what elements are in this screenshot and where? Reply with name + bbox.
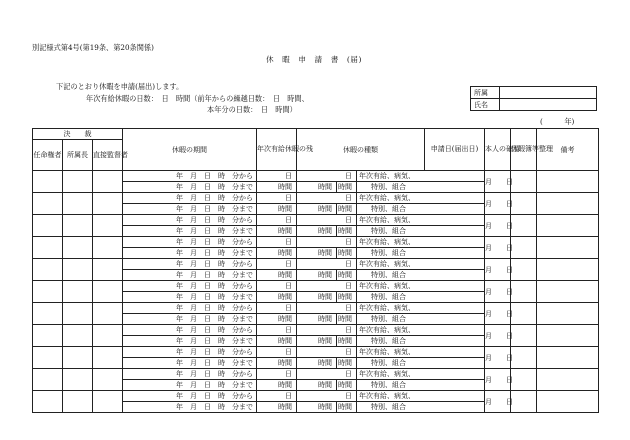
period-to[interactable]: 年 月 日 時 分まで bbox=[123, 204, 257, 215]
affiliation-box bbox=[470, 86, 597, 111]
used-days[interactable]: 日 bbox=[297, 281, 357, 292]
used-hours[interactable]: 時間 bbox=[337, 314, 357, 325]
dept-head-stamp-cell[interactable] bbox=[63, 369, 93, 391]
dept-head-stamp-cell[interactable] bbox=[63, 347, 93, 369]
supervisor-stamp-cell[interactable] bbox=[93, 347, 123, 369]
used-days[interactable]: 日 bbox=[297, 325, 357, 336]
supervisor-stamp-cell[interactable] bbox=[93, 303, 123, 325]
this-year-days-line: 本年分の日数： 日 時間） bbox=[207, 105, 297, 114]
remaining-hours-b[interactable]: 時間 bbox=[297, 358, 337, 369]
leave-kind-line1[interactable]: 年次有給、病気、 bbox=[357, 347, 485, 358]
leave-kind-line1[interactable]: 年次有給、病気、 bbox=[357, 281, 485, 292]
application-date[interactable]: 月 日 bbox=[485, 215, 511, 237]
appointer-stamp-cell[interactable] bbox=[33, 171, 63, 193]
application-date[interactable]: 月 日 bbox=[485, 193, 511, 215]
remaining-days[interactable]: 日 bbox=[257, 281, 297, 292]
appointer-stamp-cell[interactable] bbox=[33, 391, 63, 413]
period-from[interactable]: 年 月 日 時 分から bbox=[123, 259, 257, 270]
name-field[interactable] bbox=[500, 99, 597, 111]
leave-kind-line1[interactable]: 年次有給、病気、 bbox=[357, 259, 485, 270]
register-cell[interactable] bbox=[537, 369, 599, 391]
remaining-hours-a[interactable]: 時間 bbox=[257, 380, 297, 391]
confirm-cell[interactable] bbox=[511, 347, 537, 369]
leave-kind-line1[interactable]: 年次有給、病気、 bbox=[357, 215, 485, 226]
table-row bbox=[33, 259, 599, 270]
register-cell[interactable] bbox=[537, 281, 599, 303]
used-days[interactable]: 日 bbox=[297, 171, 357, 182]
remaining-hours-b[interactable]: 時間 bbox=[297, 380, 337, 391]
remaining-hours-a[interactable]: 時間 bbox=[257, 226, 297, 237]
remarks-header: 備考 bbox=[537, 129, 599, 171]
leave-kind-line2[interactable]: 特別、組合 bbox=[357, 314, 485, 325]
table-row bbox=[33, 391, 599, 402]
table-row bbox=[33, 237, 599, 248]
period-to[interactable]: 年 月 日 時 分まで bbox=[123, 402, 257, 413]
confirm-cell[interactable] bbox=[511, 237, 537, 259]
leave-kind-line2[interactable]: 特別、組合 bbox=[357, 270, 485, 281]
period-header: 休暇の期間 bbox=[123, 129, 257, 171]
register-cell[interactable] bbox=[537, 237, 599, 259]
period-from[interactable]: 年 月 日 時 分から bbox=[123, 171, 257, 182]
leave-kind-line2[interactable]: 特別、組合 bbox=[357, 292, 485, 303]
table-row bbox=[33, 325, 599, 336]
remaining-days[interactable]: 日 bbox=[257, 237, 297, 248]
supervisor-stamp-cell[interactable] bbox=[93, 325, 123, 347]
period-from[interactable]: 年 月 日 時 分から bbox=[123, 325, 257, 336]
supervisor-stamp-cell[interactable] bbox=[93, 171, 123, 193]
leave-kind-line1[interactable]: 年次有給、病気、 bbox=[357, 171, 485, 182]
used-hours[interactable]: 時間 bbox=[337, 358, 357, 369]
supervisor-stamp-cell[interactable] bbox=[93, 193, 123, 215]
table-row bbox=[33, 193, 599, 204]
confirm-cell[interactable] bbox=[511, 325, 537, 347]
leave-kind-line2[interactable]: 特別、組合 bbox=[357, 380, 485, 391]
period-to[interactable]: 年 月 日 時 分まで bbox=[123, 358, 257, 369]
dept-head-stamp-cell[interactable] bbox=[63, 325, 93, 347]
appointer-stamp-cell[interactable] bbox=[33, 347, 63, 369]
used-hours[interactable]: 時間 bbox=[337, 402, 357, 413]
leave-kind-line2[interactable]: 特別、組合 bbox=[357, 336, 485, 347]
appointer-stamp-cell[interactable] bbox=[33, 325, 63, 347]
remaining-hours-a[interactable]: 時間 bbox=[257, 204, 297, 215]
confirm-cell[interactable] bbox=[511, 259, 537, 281]
appointer-stamp-cell[interactable] bbox=[33, 193, 63, 215]
remaining-hours-b[interactable]: 時間 bbox=[297, 226, 337, 237]
period-from[interactable]: 年 月 日 時 分から bbox=[123, 347, 257, 358]
application-date[interactable]: 月 日 bbox=[485, 281, 511, 303]
leave-kind-line2[interactable]: 特別、組合 bbox=[357, 248, 485, 259]
approval-header: 決 裁 bbox=[33, 129, 123, 140]
leave-kind-line2[interactable]: 特別、組合 bbox=[357, 226, 485, 237]
period-to[interactable]: 年 月 日 時 分まで bbox=[123, 336, 257, 347]
period-to[interactable]: 年 月 日 時 分まで bbox=[123, 270, 257, 281]
used-days[interactable]: 日 bbox=[297, 193, 357, 204]
period-to[interactable]: 年 月 日 時 分まで bbox=[123, 292, 257, 303]
period-to[interactable]: 年 月 日 時 分まで bbox=[123, 226, 257, 237]
remaining-days[interactable]: 日 bbox=[257, 369, 297, 380]
department-field[interactable] bbox=[500, 87, 597, 99]
supervisor-stamp-cell[interactable] bbox=[93, 391, 123, 413]
used-hours[interactable]: 時間 bbox=[337, 336, 357, 347]
leave-kind-line1[interactable]: 年次有給、病気、 bbox=[357, 391, 485, 402]
used-hours[interactable]: 時間 bbox=[337, 380, 357, 391]
used-hours[interactable]: 時間 bbox=[337, 204, 357, 215]
supervisor-stamp-cell[interactable] bbox=[93, 259, 123, 281]
period-to[interactable]: 年 月 日 時 分まで bbox=[123, 314, 257, 325]
register-header: 休暇簿等整理 bbox=[511, 129, 537, 171]
remaining-hours-a[interactable]: 時間 bbox=[257, 336, 297, 347]
application-date[interactable]: 月 日 bbox=[485, 347, 511, 369]
application-date[interactable]: 月 日 bbox=[485, 237, 511, 259]
table-row bbox=[33, 215, 599, 226]
remaining-header: 年次有給休暇の残 bbox=[257, 129, 297, 171]
period-to[interactable]: 年 月 日 時 分まで bbox=[123, 248, 257, 259]
kind-header: 休暇の種類 bbox=[297, 129, 425, 171]
period-to[interactable]: 年 月 日 時 分まで bbox=[123, 380, 257, 391]
register-cell[interactable] bbox=[537, 215, 599, 237]
application-date[interactable]: 月 日 bbox=[485, 303, 511, 325]
remaining-days[interactable]: 日 bbox=[257, 325, 297, 336]
confirm-cell[interactable] bbox=[511, 215, 537, 237]
leave-kind-line1[interactable]: 年次有給、病気、 bbox=[357, 237, 485, 248]
supervisor-stamp-cell[interactable] bbox=[93, 369, 123, 391]
used-hours[interactable]: 時間 bbox=[337, 226, 357, 237]
table-row bbox=[33, 171, 599, 182]
year-label: ( 年) bbox=[540, 117, 575, 126]
supervisor-stamp-cell[interactable] bbox=[93, 281, 123, 303]
confirm-cell[interactable] bbox=[511, 193, 537, 215]
table-row bbox=[33, 347, 599, 358]
used-days[interactable]: 日 bbox=[297, 237, 357, 248]
department-label: 所属 bbox=[471, 87, 500, 99]
used-hours[interactable]: 時間 bbox=[337, 292, 357, 303]
used-days[interactable]: 日 bbox=[297, 215, 357, 226]
used-days[interactable]: 日 bbox=[297, 259, 357, 270]
table-row bbox=[33, 369, 599, 380]
remaining-hours-a[interactable]: 時間 bbox=[257, 314, 297, 325]
period-from[interactable]: 年 月 日 時 分から bbox=[123, 369, 257, 380]
remaining-hours-a[interactable]: 時間 bbox=[257, 248, 297, 259]
remaining-hours-b[interactable]: 時間 bbox=[297, 336, 337, 347]
leave-kind-line1[interactable]: 年次有給、病気、 bbox=[357, 303, 485, 314]
register-cell[interactable] bbox=[537, 325, 599, 347]
remaining-days[interactable]: 日 bbox=[257, 171, 297, 182]
dept-head-stamp-cell[interactable] bbox=[63, 259, 93, 281]
remaining-days[interactable]: 日 bbox=[257, 391, 297, 402]
register-cell[interactable] bbox=[537, 171, 599, 193]
application-date[interactable]: 月 日 bbox=[485, 369, 511, 391]
period-from[interactable]: 年 月 日 時 分から bbox=[123, 215, 257, 226]
used-hours[interactable]: 時間 bbox=[337, 182, 357, 193]
dept-head-stamp-cell[interactable] bbox=[63, 215, 93, 237]
used-hours[interactable]: 時間 bbox=[337, 270, 357, 281]
appointer-stamp-cell[interactable] bbox=[33, 303, 63, 325]
remaining-hours-a[interactable]: 時間 bbox=[257, 182, 297, 193]
confirm-cell[interactable] bbox=[511, 391, 537, 413]
used-days[interactable]: 日 bbox=[297, 391, 357, 402]
application-date[interactable]: 月 日 bbox=[485, 391, 511, 413]
dept-head-stamp-cell[interactable] bbox=[63, 281, 93, 303]
dept-head-stamp-cell[interactable] bbox=[63, 193, 93, 215]
form-number: 別記様式第4号(第19条、第20条関係) bbox=[32, 43, 154, 52]
remaining-days[interactable]: 日 bbox=[257, 259, 297, 270]
table-row bbox=[33, 281, 599, 292]
name-label: 氏名 bbox=[471, 99, 500, 111]
confirm-cell[interactable] bbox=[511, 281, 537, 303]
supervisor-header: 直接監督者 bbox=[93, 140, 123, 171]
confirm-cell[interactable] bbox=[511, 369, 537, 391]
remaining-days[interactable]: 日 bbox=[257, 303, 297, 314]
appointer-stamp-cell[interactable] bbox=[33, 281, 63, 303]
application-date[interactable]: 月 日 bbox=[485, 259, 511, 281]
remaining-hours-b[interactable]: 時間 bbox=[297, 292, 337, 303]
dept-head-stamp-cell[interactable] bbox=[63, 171, 93, 193]
appointer-stamp-cell[interactable] bbox=[33, 215, 63, 237]
application-date-header: 申請日(届出日) bbox=[425, 129, 485, 171]
leave-kind-line1[interactable]: 年次有給、病気、 bbox=[357, 369, 485, 380]
remaining-hours-b[interactable]: 時間 bbox=[297, 402, 337, 413]
dept-head-header: 所属長 bbox=[63, 140, 93, 171]
table-row bbox=[33, 303, 599, 314]
annual-leave-days-line: 年次有給休暇の日数： 日 時間（前年からの繰越日数： 日 時間、 bbox=[86, 94, 309, 103]
appointer-header: 任命権者 bbox=[33, 140, 63, 171]
confirm-header: 本人の確認 bbox=[485, 129, 511, 171]
period-from[interactable]: 年 月 日 時 分から bbox=[123, 391, 257, 402]
period-from[interactable]: 年 月 日 時 分から bbox=[123, 237, 257, 248]
register-cell[interactable] bbox=[537, 193, 599, 215]
intro-text: 下記のとおり休暇を申請(届出)します。 bbox=[56, 82, 184, 91]
remaining-hours-a[interactable]: 時間 bbox=[257, 358, 297, 369]
used-days[interactable]: 日 bbox=[297, 347, 357, 358]
used-days[interactable]: 日 bbox=[297, 303, 357, 314]
leave-kind-line2[interactable]: 特別、組合 bbox=[357, 402, 485, 413]
leave-kind-line2[interactable]: 特別、組合 bbox=[357, 358, 485, 369]
period-from[interactable]: 年 月 日 時 分から bbox=[123, 303, 257, 314]
remaining-hours-a[interactable]: 時間 bbox=[257, 292, 297, 303]
appointer-stamp-cell[interactable] bbox=[33, 237, 63, 259]
remaining-days[interactable]: 日 bbox=[257, 347, 297, 358]
leave-kind-line1[interactable]: 年次有給、病気、 bbox=[357, 325, 485, 336]
leave-kind-line2[interactable]: 特別、組合 bbox=[357, 182, 485, 193]
dept-head-stamp-cell[interactable] bbox=[63, 303, 93, 325]
remaining-hours-b[interactable]: 時間 bbox=[297, 182, 337, 193]
remaining-days[interactable]: 日 bbox=[257, 193, 297, 204]
register-cell[interactable] bbox=[537, 391, 599, 413]
period-to[interactable]: 年 月 日 時 分まで bbox=[123, 182, 257, 193]
supervisor-stamp-cell[interactable] bbox=[93, 237, 123, 259]
application-date[interactable]: 月 日 bbox=[485, 325, 511, 347]
remaining-hours-b[interactable]: 時間 bbox=[297, 248, 337, 259]
leave-table bbox=[32, 128, 599, 413]
register-cell[interactable] bbox=[537, 259, 599, 281]
remaining-hours-a[interactable]: 時間 bbox=[257, 270, 297, 281]
appointer-stamp-cell[interactable] bbox=[33, 259, 63, 281]
used-hours[interactable]: 時間 bbox=[337, 248, 357, 259]
dept-head-stamp-cell[interactable] bbox=[63, 237, 93, 259]
appointer-stamp-cell[interactable] bbox=[33, 369, 63, 391]
remaining-hours-b[interactable]: 時間 bbox=[297, 314, 337, 325]
confirm-cell[interactable] bbox=[511, 171, 537, 193]
supervisor-stamp-cell[interactable] bbox=[93, 215, 123, 237]
register-cell[interactable] bbox=[537, 347, 599, 369]
remaining-hours-b[interactable]: 時間 bbox=[297, 270, 337, 281]
period-from[interactable]: 年 月 日 時 分から bbox=[123, 193, 257, 204]
application-date[interactable]: 月 日 bbox=[485, 171, 511, 193]
form-title: 休 暇 申 請 書 (届) bbox=[266, 55, 362, 64]
period-from[interactable]: 年 月 日 時 分から bbox=[123, 281, 257, 292]
leave-kind-line1[interactable]: 年次有給、病気、 bbox=[357, 193, 485, 204]
confirm-cell[interactable] bbox=[511, 303, 537, 325]
remaining-days[interactable]: 日 bbox=[257, 215, 297, 226]
remaining-hours-b[interactable]: 時間 bbox=[297, 204, 337, 215]
register-cell[interactable] bbox=[537, 303, 599, 325]
dept-head-stamp-cell[interactable] bbox=[63, 391, 93, 413]
used-days[interactable]: 日 bbox=[297, 369, 357, 380]
leave-kind-line2[interactable]: 特別、組合 bbox=[357, 204, 485, 215]
remaining-hours-a[interactable]: 時間 bbox=[257, 402, 297, 413]
